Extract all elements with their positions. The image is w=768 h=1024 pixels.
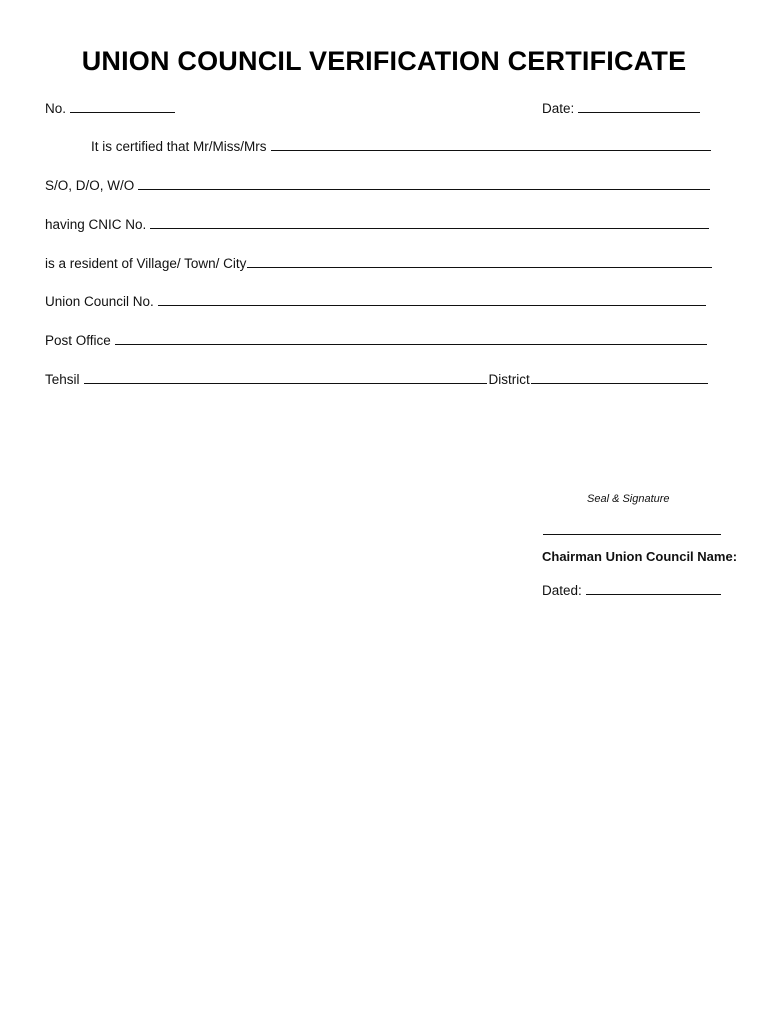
resident-label: is a resident of Village/ Town/ City <box>45 256 247 271</box>
chairman-name-label: Chairman Union Council Name: <box>542 549 738 564</box>
post-office-blank[interactable] <box>115 330 707 345</box>
tehsil-district-field <box>45 367 708 387</box>
certified-label: It is certified that Mr/Miss/Mrs <box>91 139 267 154</box>
dated-label: Dated: <box>542 583 582 598</box>
relation-blank[interactable] <box>138 175 710 190</box>
dated-blank[interactable] <box>586 580 721 595</box>
union-council-blank[interactable] <box>158 291 706 306</box>
resident-field <box>45 251 712 271</box>
number-blank[interactable] <box>70 98 175 113</box>
union-council-field <box>45 289 706 309</box>
relation-field <box>45 173 710 193</box>
signature-line[interactable] <box>543 534 721 535</box>
date-label: Date: <box>542 101 575 116</box>
number-label: No. <box>45 101 67 116</box>
district-label: District <box>488 372 530 387</box>
union-council-label: Union Council No. <box>45 294 154 309</box>
certificate-title: UNION COUNCIL VERIFICATION CERTIFICATE <box>81 46 687 76</box>
date-blank[interactable] <box>578 98 700 113</box>
number-field <box>45 96 175 116</box>
relation-label: S/O, D/O, W/O <box>45 178 135 193</box>
dated-field <box>542 578 721 598</box>
certified-name-field <box>45 134 711 154</box>
seal-signature-label: Seal & Signature <box>587 493 670 505</box>
cnic-blank[interactable] <box>150 214 709 229</box>
cnic-field <box>45 212 709 232</box>
date-field <box>542 96 700 116</box>
district-blank[interactable] <box>531 369 708 384</box>
cnic-label: having CNIC No. <box>45 217 147 232</box>
tehsil-label: Tehsil <box>45 372 80 387</box>
post-office-label: Post Office <box>45 333 111 348</box>
post-office-field <box>45 328 707 348</box>
tehsil-blank[interactable] <box>84 369 487 384</box>
certified-name-blank[interactable] <box>271 136 711 151</box>
resident-blank[interactable] <box>247 253 712 268</box>
